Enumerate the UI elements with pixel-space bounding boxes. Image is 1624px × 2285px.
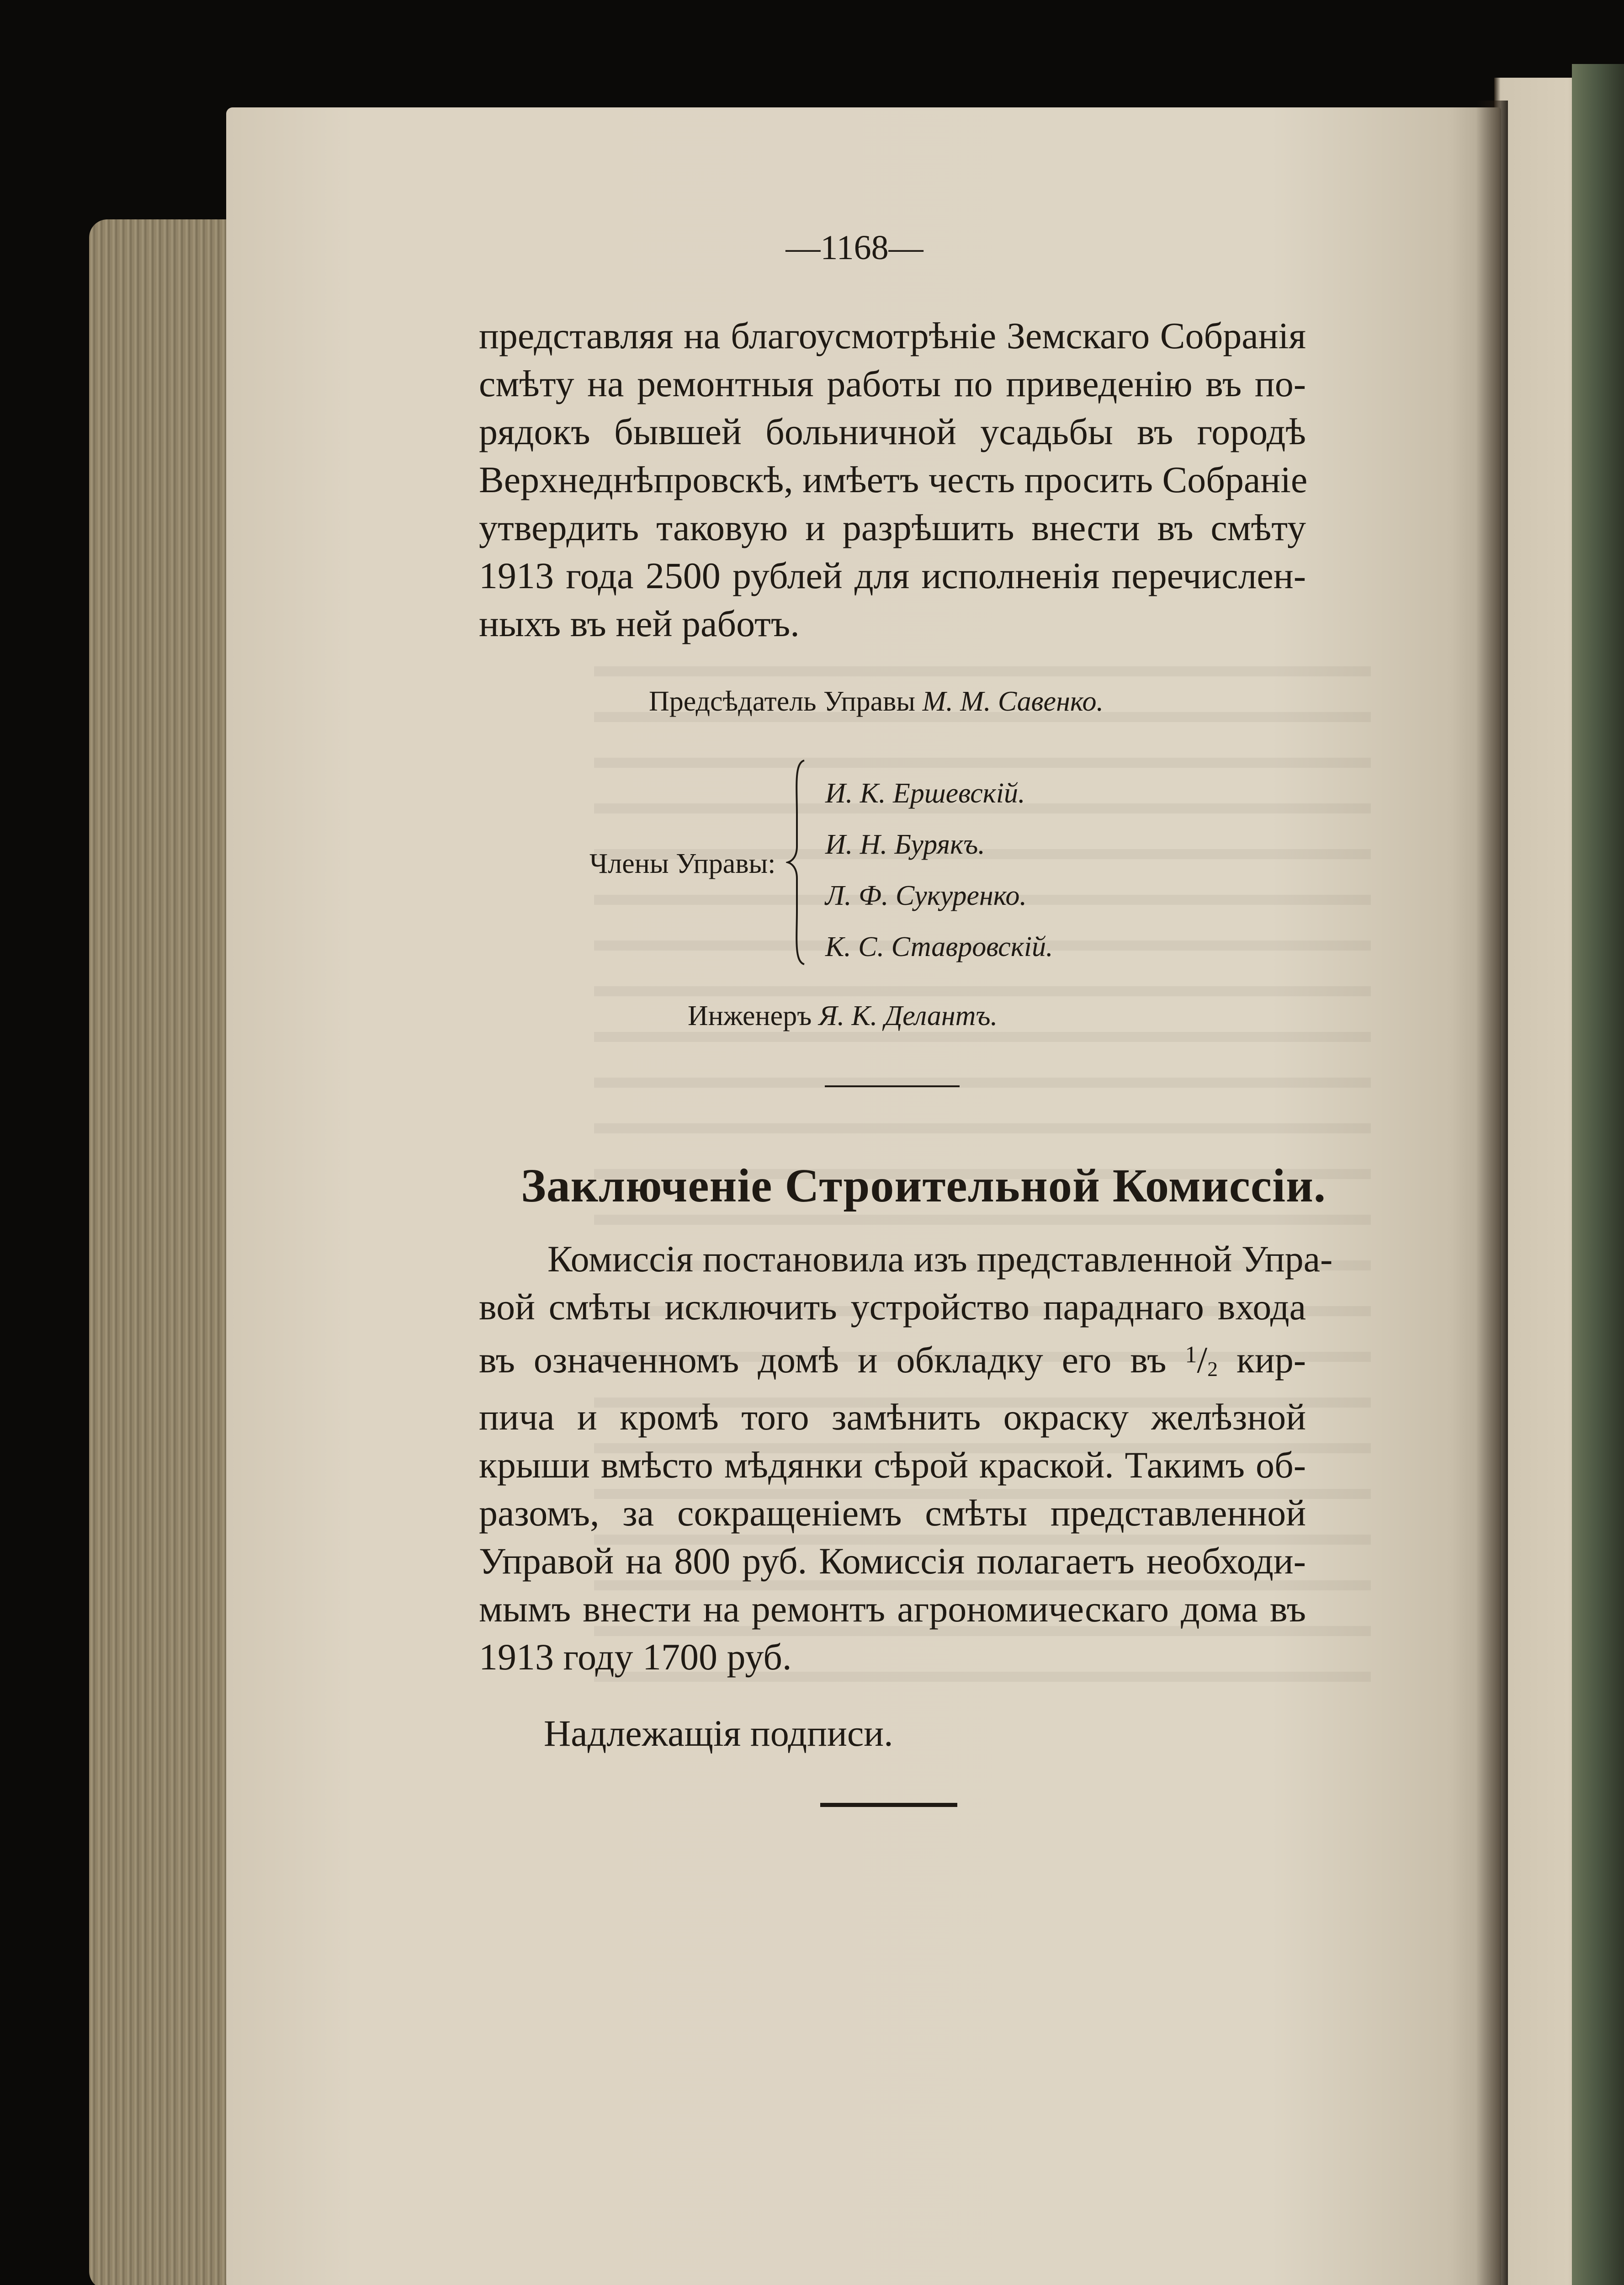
section-heading: Заключеніе Строительной Комиссіи.	[521, 1159, 1326, 1212]
paragraph-line: Комиссія постановила изъ представленной Упра-	[547, 1238, 1333, 1280]
paragraph-line: смѣту на ремонтныя работы по приведенію въ по-	[479, 363, 1306, 404]
member-name: И. К. Ершевскій.	[825, 778, 1025, 809]
paragraph-line: представляя на благоусмотрѣніе Земскаго Собранія	[479, 315, 1306, 356]
fraction-denominator: 2	[1207, 1357, 1218, 1381]
paragraph-line: ныхъ въ ней работъ.	[479, 603, 800, 644]
spine-shadow	[1476, 101, 1508, 2285]
fraction: $^1$/2	[1185, 1339, 1218, 1381]
commission-paragraph	[479, 1235, 1333, 1681]
top-paragraph	[479, 312, 1306, 648]
members-list	[825, 768, 1145, 972]
paragraph-line: Управой на 800 руб. Комиссія полагаетъ необходи-	[479, 1540, 1306, 1582]
paragraph-line: мымъ внести на ремонтъ агрономическаго дома въ	[479, 1588, 1306, 1630]
paragraph-line	[479, 1331, 1306, 1393]
page-number: —1168—	[785, 228, 923, 267]
end-rule	[820, 1803, 957, 1807]
chairman-name: М. М. Савенко.	[922, 686, 1104, 717]
curly-brace	[786, 760, 807, 965]
paragraph-line: разомъ, за сокращеніемъ смѣты представленной	[479, 1492, 1306, 1534]
book-cover-edge	[1572, 64, 1624, 2285]
paragraph-line: крыши вмѣсто мѣдянки сѣрой краской. Такимъ об-	[479, 1444, 1306, 1486]
member-name: И. Н. Бурякъ.	[825, 829, 985, 860]
line-part: кир-	[1237, 1339, 1306, 1381]
chairman-title: Предсѣдатель Управы	[649, 686, 916, 717]
engineer-title: Инженеръ	[688, 1000, 812, 1031]
paragraph-line: утвердить таковую и разрѣшить внести въ смѣту	[479, 507, 1306, 548]
engineer-name: Я. К. Делантъ.	[818, 1000, 998, 1031]
closing-line: Надлежащія подписи.	[544, 1712, 893, 1754]
chairman-signature	[649, 681, 1152, 722]
line-part: въ означенномъ домѣ и обкладку его въ	[479, 1339, 1167, 1381]
member-name: К. С. Ставровскій.	[825, 931, 1053, 962]
fraction-numerator: 1	[1185, 1342, 1197, 1368]
paragraph-line: пича и кромѣ того замѣнить окраску желѣзной	[479, 1396, 1306, 1438]
paragraph-line: вой смѣты исключить устройство параднаго входа	[479, 1286, 1306, 1328]
members-label: Члены Управы:	[589, 848, 776, 879]
member-name: Л. Ф. Сукуренко.	[825, 880, 1027, 911]
paragraph-line: 1913 года 2500 рублей для исполненія перечислен-	[479, 555, 1306, 596]
engineer-signature	[688, 995, 1099, 1036]
paragraph-line: 1913 году 1700 руб.	[479, 1636, 792, 1678]
paragraph-line: рядокъ бывшей больничной усадьбы въ городѣ	[479, 411, 1306, 452]
paragraph-line: Верхнеднѣпровскѣ, имѣетъ честь просить Собраніе	[479, 459, 1308, 500]
separator-rule	[825, 1085, 960, 1087]
